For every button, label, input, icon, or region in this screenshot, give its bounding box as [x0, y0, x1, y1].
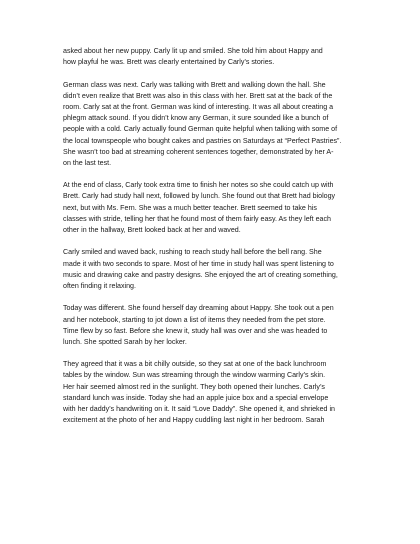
- text-line: Brett. Carly had study hall next, followed by lunch. She found out that Brett had biology: [63, 192, 336, 201]
- text-line: Today was different. She found herself day dreaming about Happy. She took out a pen: [63, 304, 334, 313]
- text-line: Her hair seemed almost red in the sunlight. They both opened their lunches. Carly’s: [63, 382, 325, 391]
- text-line: people with a cold. Carly actually found German quite helpful when talking with some of: [63, 125, 338, 134]
- text-line: excitement at the photo of her and Happy cuddling last night in her bedroom. Sarah: [63, 416, 325, 425]
- text-line: other in the hallway, Brett looked back at her and waved.: [63, 226, 241, 234]
- paragraph: [63, 247, 367, 292]
- text-line: German class was next. Carly was talking with Brett and walking down the hall. She: [63, 80, 326, 89]
- paragraph: [63, 80, 367, 170]
- text-line: the local townspeople who bought cakes and pastries on Saturdays at “Perfect Pastries”.: [63, 136, 342, 145]
- paragraph: [63, 180, 367, 236]
- text-line: She wasn’t too bad at streaming coherent sentences together, demonstrated by her A-: [63, 147, 334, 156]
- text-line: next, but with Ms. Fern. She was a much better teacher. Brett seemed to take his: [63, 203, 317, 212]
- text-line: didn’t even realize that Brett was also in this class with her. Brett sat at the back of the: [63, 91, 333, 100]
- text-line: how playful he was. Brett was clearly entertained by Carly’s stories.: [63, 58, 275, 67]
- text-line: often finding it relaxing.: [63, 281, 136, 290]
- paragraph: [63, 46, 367, 68]
- paragraph: [63, 303, 367, 348]
- text-line: room. Carly sat at the front. German was kind of interesting. It was all about creating a: [63, 102, 334, 111]
- text-line: asked about her new puppy. Carly lit up and smiled. She told him about Happy and: [63, 47, 323, 55]
- text-line: At the end of class, Carly took extra time to finish her notes so she could catch up with: [63, 181, 334, 190]
- text-line: lunch. She spotted Sarah by her locker.: [63, 337, 187, 346]
- text-line: music and drawing cake and pastry designs. She enjoyed the art of creating something,: [63, 270, 338, 279]
- text-line: tables by the window. Sun was streaming through the window warming Carly’s skin.: [63, 371, 326, 380]
- paragraph: [63, 359, 367, 426]
- text-line: made it with two seconds to spare. Most of her time in study hall was spent listening to: [63, 259, 334, 268]
- text-line: Time flew by so fast. Before she knew it, study hall was over and she was headed to: [63, 326, 328, 335]
- text-line: phlegm attack sound. If you didn’t know any German, it sure sounded like a bunch of: [63, 114, 329, 123]
- text-line: standard lunch was inside. Today she had an apple juice box and a special envelope: [63, 393, 329, 402]
- text-line: They agreed that it was a bit chilly outside, so they sat at one of the back lunchroom: [63, 360, 327, 369]
- text-line: on the last test.: [63, 158, 112, 167]
- text-line: classes with stride, telling her that he found most of them fairly easy. As they left each: [63, 214, 331, 223]
- text-line: Carly smiled and waved back, rushing to reach study hall before the bell rang. She: [63, 248, 322, 257]
- text-line: and her notebook, starting to jot down a list of items they needed from the pet store.: [63, 315, 326, 324]
- text-line: with her daddy’s handwriting on it. It said “Love Daddy”. She opened it, and shrieked in: [63, 405, 335, 413]
- story-body: [63, 46, 367, 438]
